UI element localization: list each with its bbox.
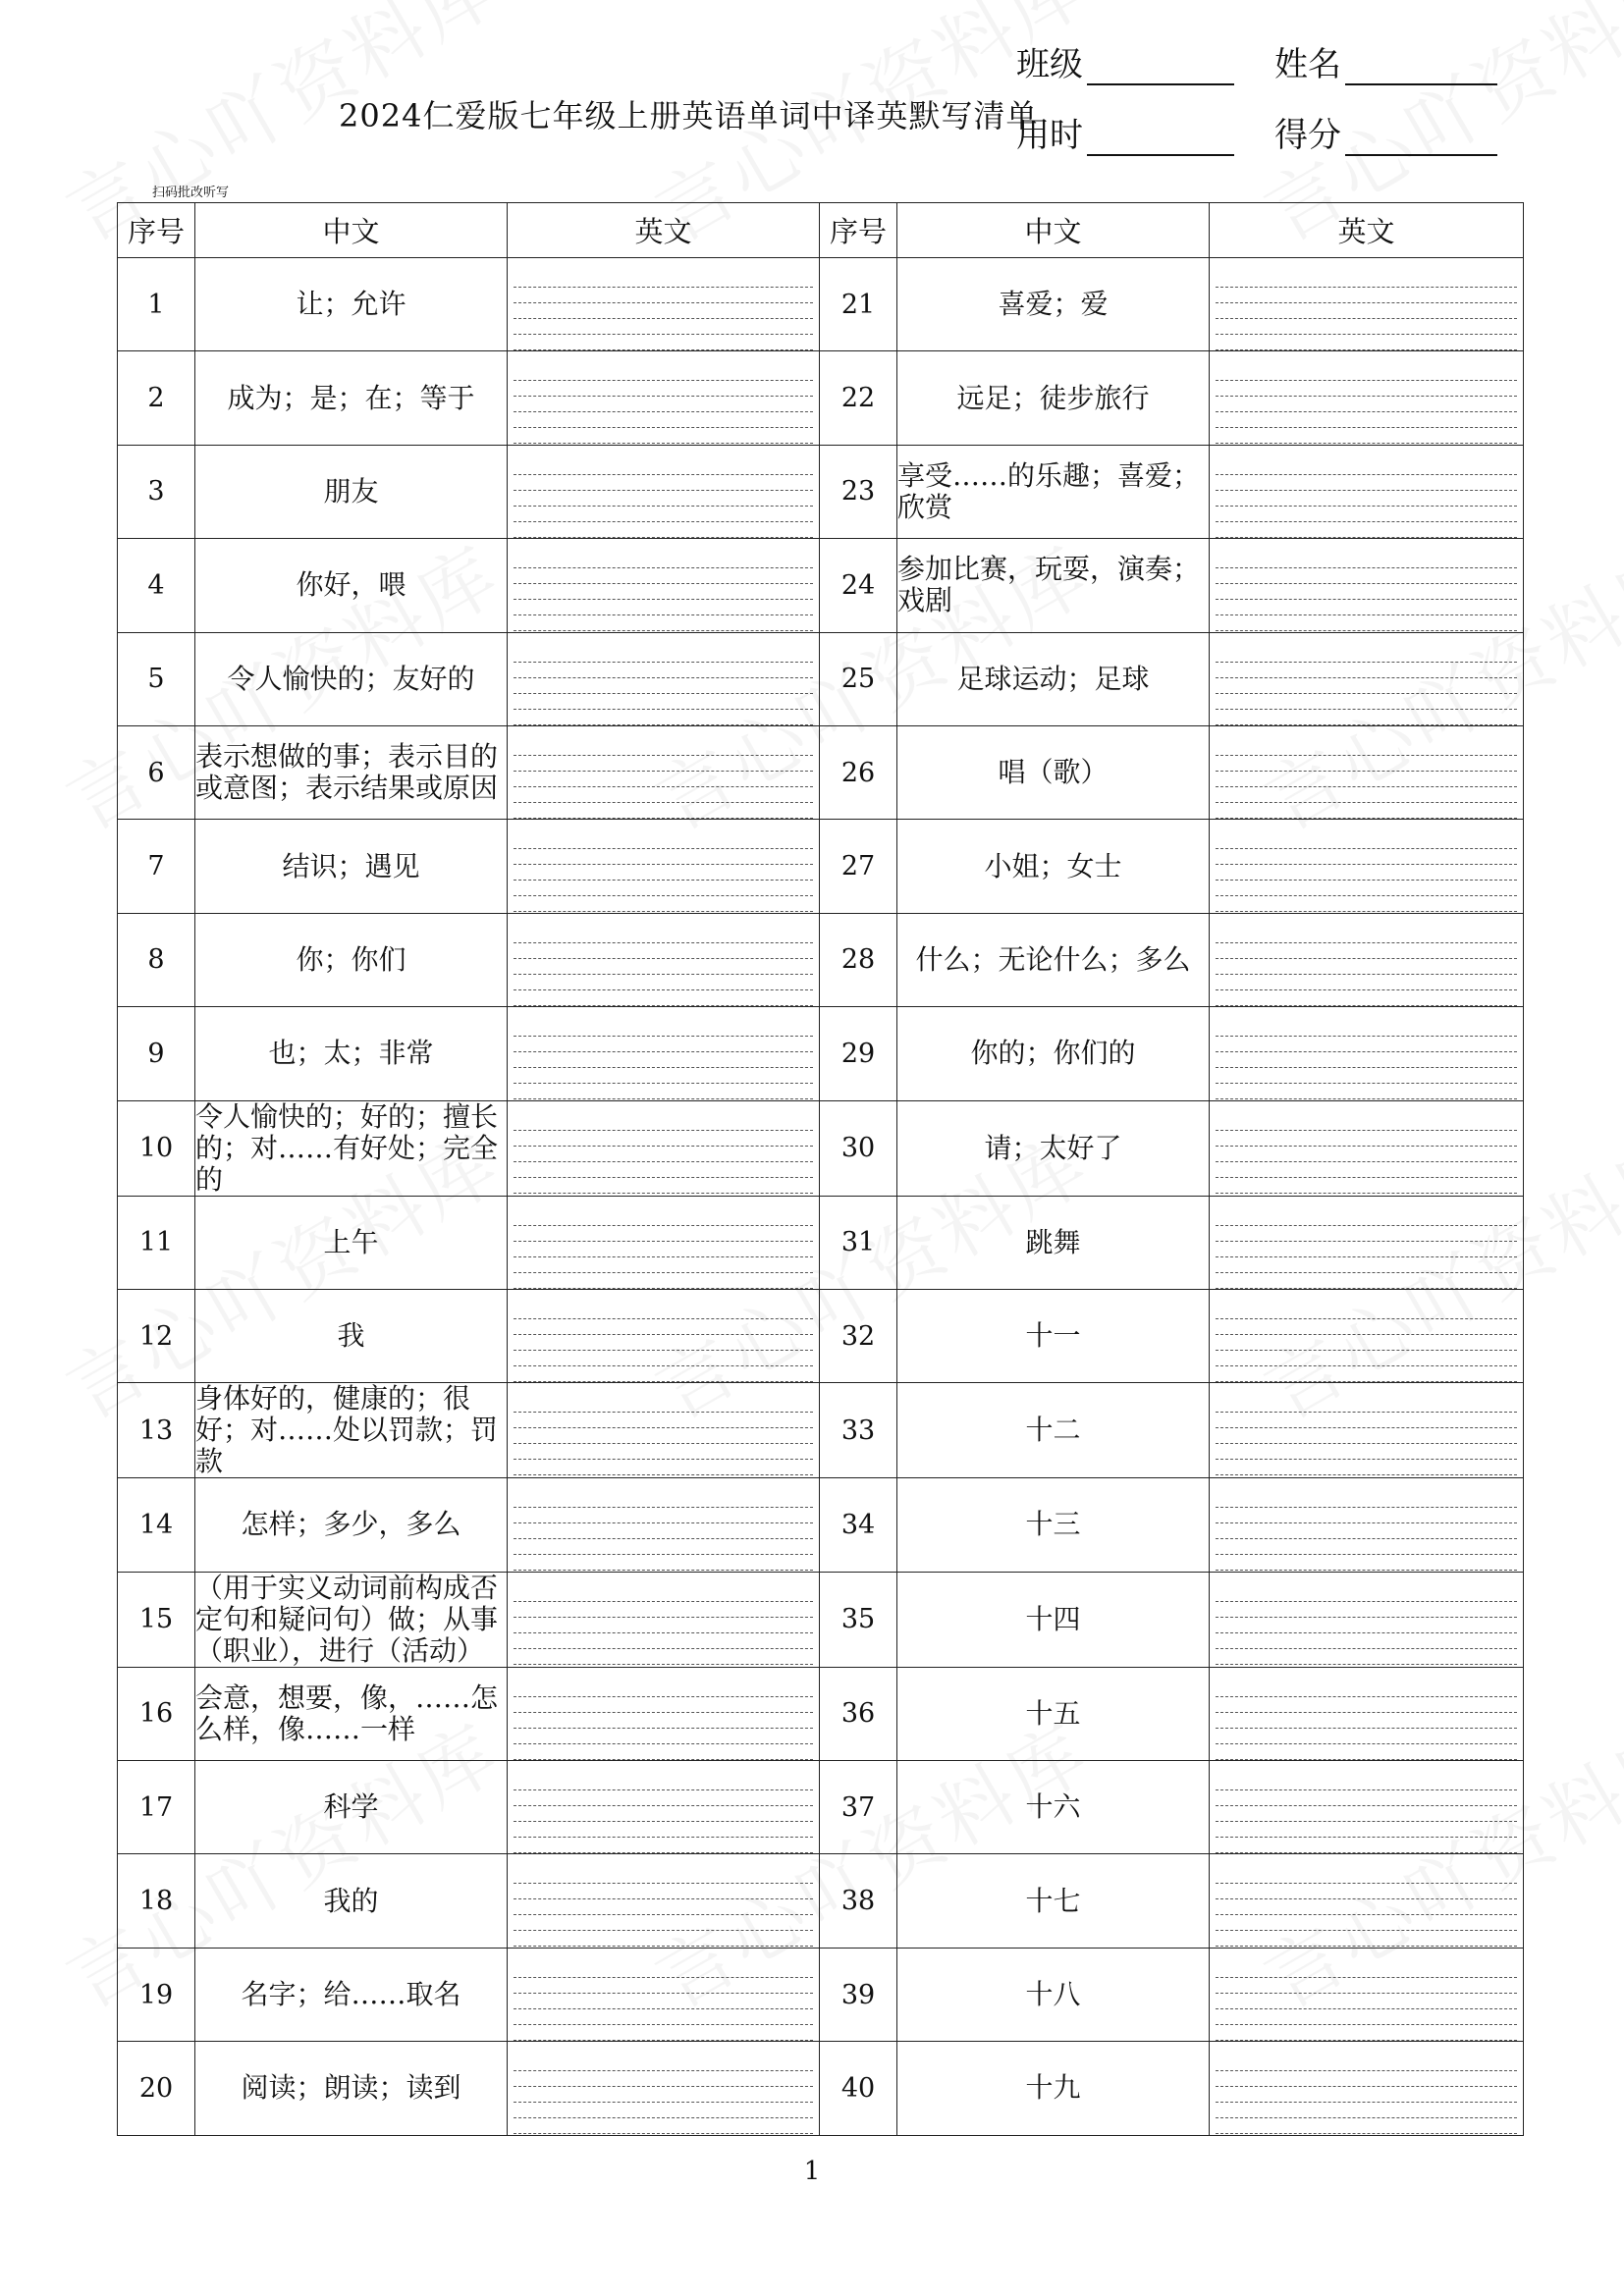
chinese-term: 十八	[897, 1948, 1210, 2041]
row-number: 14	[118, 1478, 195, 1572]
answer-dashed-lines	[1210, 1478, 1523, 1571]
row-number: 23	[820, 445, 897, 538]
table-row	[118, 258, 1524, 351]
chinese-term: 表示想做的事；表示目的或意图；表示结果或原因	[195, 725, 508, 819]
table-row	[118, 820, 1524, 913]
chinese-term: 名字；给……取名	[195, 1948, 508, 2041]
row-number: 36	[820, 1667, 897, 1760]
row-number: 18	[118, 1854, 195, 1948]
chinese-term: 我的	[195, 1854, 508, 1948]
chinese-term: 十五	[897, 1667, 1210, 1760]
answer-dashed-lines	[508, 1854, 819, 1947]
english-answer-cell[interactable]	[508, 1948, 820, 2041]
answer-dashed-lines	[1210, 1854, 1523, 1947]
english-answer-cell[interactable]	[508, 1100, 820, 1196]
answer-dashed-lines	[1210, 1290, 1523, 1382]
english-answer-cell[interactable]	[1210, 258, 1524, 351]
row-number: 1	[118, 258, 195, 351]
english-answer-cell[interactable]	[1210, 913, 1524, 1006]
answer-dashed-lines	[1210, 1949, 1523, 2041]
row-number: 9	[118, 1007, 195, 1100]
page-number: 1	[803, 2157, 821, 2186]
chinese-term: 会意，想要，像，……怎么样，像……一样	[195, 1667, 508, 1760]
table-row	[118, 632, 1524, 725]
name-field[interactable]	[1274, 37, 1497, 85]
answer-dashed-lines	[1210, 1007, 1523, 1099]
chinese-term: 结识；遇见	[195, 820, 508, 913]
answer-dashed-lines	[508, 1101, 819, 1194]
page-title: 2024仁爱版七年级上册英语单词中译英默写清单	[339, 97, 1039, 134]
row-number: 35	[820, 1572, 897, 1667]
english-answer-cell[interactable]	[508, 1289, 820, 1382]
row-number: 19	[118, 1948, 195, 2041]
table-row	[118, 2042, 1524, 2135]
chinese-term: 十四	[897, 1572, 1210, 1667]
answer-dashed-lines	[508, 914, 819, 1006]
row-number: 2	[118, 351, 195, 445]
chinese-term: 十二	[897, 1383, 1210, 1478]
chinese-term: 跳舞	[897, 1196, 1210, 1289]
answer-dashed-lines	[508, 1761, 819, 1853]
answer-dashed-lines	[1210, 1761, 1523, 1853]
table-row	[118, 1383, 1524, 1478]
row-number: 25	[820, 632, 897, 725]
answer-dashed-lines	[1210, 726, 1523, 819]
answer-dashed-lines	[508, 1573, 819, 1665]
answer-dashed-lines	[1210, 1197, 1523, 1289]
row-number: 22	[820, 351, 897, 445]
row-number: 15	[118, 1572, 195, 1667]
answer-dashed-lines	[508, 539, 819, 631]
row-number: 4	[118, 539, 195, 632]
chinese-term: 十三	[897, 1478, 1210, 1572]
english-answer-cell[interactable]	[1210, 445, 1524, 538]
chinese-term: 也；太；非常	[195, 1007, 508, 1100]
row-number: 37	[820, 1761, 897, 1854]
answer-dashed-lines	[508, 726, 819, 819]
chinese-term: 科学	[195, 1761, 508, 1854]
score-blank-line[interactable]	[1345, 125, 1497, 156]
chinese-term: 参加比赛，玩耍，演奏；戏剧	[897, 539, 1210, 632]
english-answer-cell[interactable]	[1210, 1761, 1524, 1854]
answer-dashed-lines	[1210, 1668, 1523, 1760]
chinese-term: 唱（歌）	[897, 725, 1210, 819]
time-blank-line[interactable]	[1087, 125, 1234, 156]
answer-dashed-lines	[508, 1197, 819, 1289]
answer-dashed-lines	[508, 820, 819, 912]
table-row	[118, 539, 1524, 632]
class-label: 班级	[1016, 45, 1083, 84]
english-answer-cell[interactable]	[508, 1478, 820, 1572]
chinese-term: 十六	[897, 1761, 1210, 1854]
english-answer-cell[interactable]	[508, 351, 820, 445]
header-cn: 中文	[897, 203, 1210, 258]
class-blank-line[interactable]	[1087, 54, 1234, 85]
english-answer-cell[interactable]	[1210, 1196, 1524, 1289]
chinese-term: 你好，喂	[195, 539, 508, 632]
row-number: 16	[118, 1667, 195, 1760]
answer-dashed-lines	[1210, 820, 1523, 912]
row-number: 10	[118, 1100, 195, 1196]
chinese-term: 令人愉快的；好的；擅长的；对……有好处；完全的	[195, 1100, 508, 1196]
row-number: 38	[820, 1854, 897, 1948]
english-answer-cell[interactable]	[508, 1854, 820, 1948]
chinese-term: （用于实义动词前构成否定句和疑问句）做；从事（职业），进行（活动）	[195, 1572, 508, 1667]
chinese-term: 我	[195, 1289, 508, 1382]
header-cn: 中文	[195, 203, 508, 258]
answer-dashed-lines	[1210, 539, 1523, 631]
chinese-term: 十七	[897, 1854, 1210, 1948]
answer-dashed-lines	[508, 1949, 819, 2041]
time-field[interactable]	[1016, 108, 1234, 156]
table-row	[118, 445, 1524, 538]
english-answer-cell[interactable]	[508, 632, 820, 725]
chinese-term: 远足；徒步旅行	[897, 351, 1210, 445]
english-answer-cell[interactable]	[508, 258, 820, 351]
english-answer-cell[interactable]	[508, 1383, 820, 1478]
row-number: 39	[820, 1948, 897, 2041]
english-answer-cell[interactable]	[1210, 1289, 1524, 1382]
english-answer-cell[interactable]	[1210, 351, 1524, 445]
english-answer-cell[interactable]	[508, 2042, 820, 2135]
table-row	[118, 1761, 1524, 1854]
english-answer-cell[interactable]	[508, 1196, 820, 1289]
table-row	[118, 1478, 1524, 1572]
answer-dashed-lines	[508, 1478, 819, 1571]
answer-dashed-lines	[1210, 1383, 1523, 1475]
answer-dashed-lines	[508, 1007, 819, 1099]
english-answer-cell[interactable]	[1210, 1007, 1524, 1100]
answer-dashed-lines	[1210, 1101, 1523, 1194]
table-row	[118, 1100, 1524, 1196]
header-no: 序号	[118, 203, 195, 258]
chinese-term: 十九	[897, 2042, 1210, 2135]
english-answer-cell[interactable]	[1210, 725, 1524, 819]
table-row	[118, 1572, 1524, 1667]
table-row	[118, 1948, 1524, 2041]
answer-dashed-lines	[508, 446, 819, 538]
table-row	[118, 725, 1524, 819]
table-row	[118, 913, 1524, 1006]
chinese-term: 请；太好了	[897, 1100, 1210, 1196]
row-number: 32	[820, 1289, 897, 1382]
chinese-term: 喜爱；爱	[897, 258, 1210, 351]
answer-dashed-lines	[508, 351, 819, 444]
chinese-term: 怎样；多少，多么	[195, 1478, 508, 1572]
dictation-table	[117, 202, 1524, 2136]
chinese-term: 十一	[897, 1289, 1210, 1382]
answer-dashed-lines	[1210, 633, 1523, 725]
scan-note: 扫码批改听写	[152, 186, 230, 200]
answer-dashed-lines	[508, 633, 819, 725]
english-answer-cell[interactable]	[1210, 1383, 1524, 1478]
answer-dashed-lines	[1210, 1573, 1523, 1665]
row-number: 7	[118, 820, 195, 913]
english-answer-cell[interactable]	[508, 539, 820, 632]
answer-dashed-lines	[1210, 446, 1523, 538]
table-row	[118, 351, 1524, 445]
chinese-term: 成为；是；在；等于	[195, 351, 508, 445]
chinese-term: 朋友	[195, 445, 508, 538]
row-number: 27	[820, 820, 897, 913]
time-label: 用时	[1016, 116, 1083, 155]
row-number: 8	[118, 913, 195, 1006]
english-answer-cell[interactable]	[508, 1572, 820, 1667]
header-en: 英文	[1210, 203, 1524, 258]
english-answer-cell[interactable]	[508, 1007, 820, 1100]
chinese-term: 阅读；朗读；读到	[195, 2042, 508, 2135]
score-field[interactable]	[1274, 108, 1497, 156]
name-label: 姓名	[1274, 45, 1341, 84]
row-number: 28	[820, 913, 897, 1006]
english-answer-cell[interactable]	[1210, 1478, 1524, 1572]
english-answer-cell[interactable]	[508, 1667, 820, 1760]
row-number: 5	[118, 632, 195, 725]
row-number: 26	[820, 725, 897, 819]
row-number: 24	[820, 539, 897, 632]
english-answer-cell[interactable]	[1210, 2042, 1524, 2135]
table-row	[118, 1007, 1524, 1100]
chinese-term: 你的；你们的	[897, 1007, 1210, 1100]
row-number: 29	[820, 1007, 897, 1100]
row-number: 34	[820, 1478, 897, 1572]
chinese-term: 让；允许	[195, 258, 508, 351]
row-number: 21	[820, 258, 897, 351]
chinese-term: 身体好的，健康的；很好；对……处以罚款；罚款	[195, 1383, 508, 1478]
english-answer-cell[interactable]	[1210, 539, 1524, 632]
table-row	[118, 1289, 1524, 1382]
row-number: 6	[118, 725, 195, 819]
score-label: 得分	[1274, 116, 1341, 155]
row-number: 3	[118, 445, 195, 538]
english-answer-cell[interactable]	[1210, 1948, 1524, 2041]
english-answer-cell[interactable]	[508, 820, 820, 913]
english-answer-cell[interactable]	[508, 913, 820, 1006]
chinese-term: 足球运动；足球	[897, 632, 1210, 725]
english-answer-cell[interactable]	[1210, 1100, 1524, 1196]
chinese-term: 享受……的乐趣；喜爱；欣赏	[897, 445, 1210, 538]
english-answer-cell[interactable]	[508, 445, 820, 538]
chinese-term: 你；你们	[195, 913, 508, 1006]
english-answer-cell[interactable]	[508, 1761, 820, 1854]
row-number: 12	[118, 1289, 195, 1382]
answer-dashed-lines	[1210, 914, 1523, 1006]
header-en: 英文	[508, 203, 820, 258]
answer-dashed-lines	[1210, 2042, 1523, 2134]
header-no: 序号	[820, 203, 897, 258]
row-number: 11	[118, 1196, 195, 1289]
table-row	[118, 1854, 1524, 1948]
row-number: 17	[118, 1761, 195, 1854]
row-number: 40	[820, 2042, 897, 2135]
answer-dashed-lines	[508, 2042, 819, 2134]
chinese-term: 小姐；女士	[897, 820, 1210, 913]
english-answer-cell[interactable]	[1210, 1667, 1524, 1760]
answer-dashed-lines	[508, 258, 819, 350]
chinese-term: 上午	[195, 1196, 508, 1289]
row-number: 33	[820, 1383, 897, 1478]
answer-dashed-lines	[1210, 258, 1523, 350]
answer-dashed-lines	[1210, 351, 1523, 444]
chinese-term: 什么；无论什么；多么	[897, 913, 1210, 1006]
english-answer-cell[interactable]	[1210, 632, 1524, 725]
table-row	[118, 1196, 1524, 1289]
row-number: 13	[118, 1383, 195, 1478]
english-answer-cell[interactable]	[508, 725, 820, 819]
row-number: 20	[118, 2042, 195, 2135]
name-blank-line[interactable]	[1345, 54, 1497, 85]
answer-dashed-lines	[508, 1668, 819, 1760]
answer-dashed-lines	[508, 1383, 819, 1475]
english-answer-cell[interactable]	[1210, 1572, 1524, 1667]
class-field[interactable]	[1016, 37, 1234, 85]
table-row	[118, 1667, 1524, 1760]
english-answer-cell[interactable]	[1210, 1854, 1524, 1948]
answer-dashed-lines	[508, 1290, 819, 1382]
english-answer-cell[interactable]	[1210, 820, 1524, 913]
table-header-row	[118, 203, 1524, 258]
row-number: 30	[820, 1100, 897, 1196]
row-number: 31	[820, 1196, 897, 1289]
chinese-term: 令人愉快的；友好的	[195, 632, 508, 725]
